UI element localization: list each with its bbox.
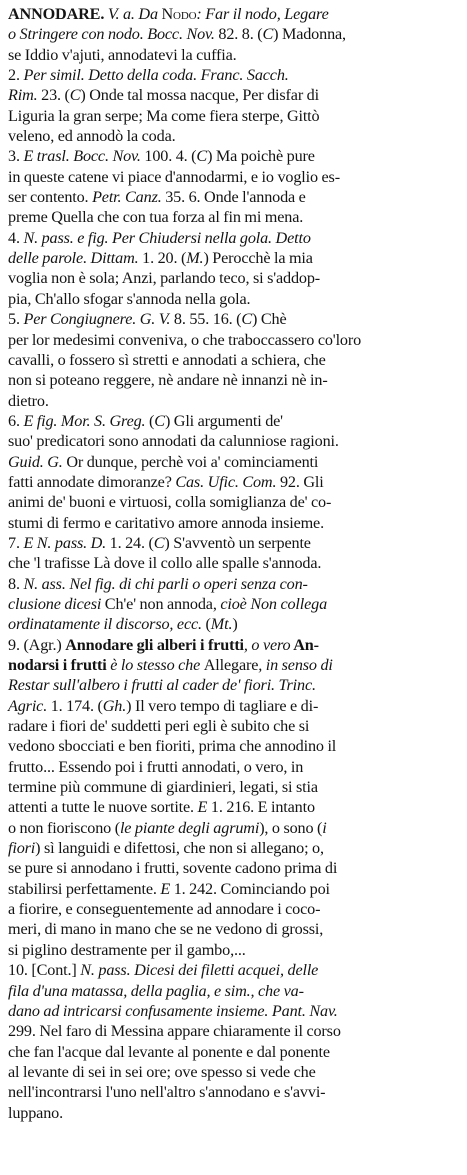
text-line	[8, 350, 459, 370]
text-run: in queste catene vi piace d'annodarmi, e io voglio es-	[8, 167, 340, 186]
text-run: cavalli, o fossero sì stretti e annodati a schiera, che	[8, 350, 326, 369]
text-run: , o vero	[243, 635, 291, 654]
text-line	[8, 492, 459, 512]
text-line	[8, 614, 459, 634]
text-line	[8, 655, 459, 675]
text-run: se Iddio v'ajuti, annodatevi la cuffia.	[8, 45, 237, 64]
text-run: C	[241, 310, 253, 329]
text-line	[8, 370, 459, 390]
text-line	[8, 838, 459, 858]
text-run: Nodo	[161, 5, 197, 23]
text-run: Rim.	[8, 86, 38, 105]
text-line	[8, 309, 459, 329]
text-run: animi de' buoni e virtuosi, colla somiglianza de' co-	[8, 493, 332, 512]
text-line	[8, 696, 459, 716]
text-run: C	[69, 86, 81, 105]
text-line	[8, 4, 459, 24]
text-line	[8, 981, 459, 1001]
sense-5	[8, 309, 459, 411]
text-run: Annodare gli alberi i frutti	[65, 635, 244, 654]
text-run: ) Onde tal mossa nacque, Per disfar di	[80, 86, 319, 105]
text-run: 4.	[8, 228, 24, 247]
text-line	[8, 716, 459, 736]
text-run: attenti a tutte le nuove sortite.	[8, 798, 198, 817]
text-run: voglia non è sola; Anzi, parlando teco, si s'addop-	[8, 269, 321, 288]
text-run: meri, di mano in mano che se ne vedono di grossi,	[8, 920, 324, 939]
text-run: suo' predicatori sono annodati da calunniose ragioni.	[8, 432, 339, 451]
text-run: le piante degli agrumi	[119, 818, 260, 837]
text-line	[8, 635, 459, 655]
text-run: ) Il vero tempo di tagliare e di-	[126, 696, 319, 715]
text-run: fatti annodate dimoranze?	[8, 472, 176, 491]
text-run: non si poteano reggere, nè andare nè innanzi nè in-	[8, 371, 328, 390]
text-run: 5.	[8, 310, 24, 329]
text-run: veleno, ed annodò la coda.	[8, 127, 176, 146]
text-run: Gh.	[102, 696, 127, 715]
text-run: 1. 24. (	[106, 533, 154, 552]
text-run: che fan l'acque dal levante al ponente e dal ponente	[8, 1042, 330, 1061]
text-line	[8, 167, 459, 187]
text-run: Ch'e' non annoda,	[101, 594, 221, 613]
text-run: stabilirsi perfettamente.	[8, 879, 161, 898]
sense-4	[8, 228, 459, 309]
text-run: nodarsi i frutti	[8, 656, 107, 674]
text-run: ) Ma poichè pure	[207, 147, 315, 166]
text-run: 92. Gli	[276, 472, 324, 491]
text-line	[8, 268, 459, 288]
text-run: se pure si annodano i frutti, sovente cadono prima di	[8, 859, 338, 878]
text-run: clusione dicesi	[8, 594, 102, 613]
text-run: Mt.	[210, 615, 233, 634]
text-run: 2.	[8, 66, 24, 85]
text-run: C	[154, 411, 165, 430]
text-run: nell'incontrarsi l'uno nell'altro s'annodano e s'avvi-	[8, 1083, 326, 1102]
text-run: Guid. G.	[8, 452, 63, 471]
text-run: N. pass. Dicesi dei filetti acquei, delle	[80, 961, 319, 980]
text-run: Non collega	[250, 594, 328, 613]
text-run: ) Perocchè la mia	[203, 249, 313, 268]
text-run: Per simil. Detto della coda. Franc. Sacch.	[23, 66, 289, 85]
text-line	[8, 187, 459, 207]
text-line	[8, 472, 459, 492]
text-line	[8, 289, 459, 309]
text-run: luppano.	[8, 1103, 63, 1122]
text-run: 6.	[8, 411, 24, 430]
text-run: Restar sull'albero i frutti al cader de' fiori. Trinc.	[8, 676, 316, 695]
text-run: ) Gli argumenti de'	[164, 411, 283, 430]
text-run: E	[197, 798, 208, 817]
text-run: 1. 242. Cominciando poi	[170, 879, 330, 898]
text-run: radare i fiori de' suddetti peri egli è subito che si	[8, 717, 310, 736]
text-run: N. pass. e fig. Per Chiudersi nella gola. Detto	[23, 228, 311, 247]
text-line	[8, 797, 459, 817]
text-line	[8, 919, 459, 939]
text-line	[8, 553, 459, 573]
text-run: Petr. Canz.	[92, 188, 162, 207]
text-run: o Stringere con nodo. Bocc. Nov.	[8, 25, 215, 44]
text-run: pia, Ch'allo sfogar s'annoda nella gola.	[8, 289, 251, 308]
sense-6	[8, 411, 459, 533]
text-run: cioè	[220, 594, 247, 613]
text-line	[8, 1042, 459, 1062]
text-run: fiori	[8, 839, 36, 858]
text-run: 8.	[8, 574, 24, 593]
text-line	[8, 45, 459, 65]
text-run: Agric.	[8, 696, 48, 715]
sense-10	[8, 960, 459, 1123]
text-line	[8, 1001, 459, 1021]
text-run: al levante di sei in sei ore; ove spesso si vede che	[8, 1062, 316, 1081]
text-line	[8, 736, 459, 756]
text-run: 23. (	[37, 86, 70, 105]
text-run: ) Chè	[252, 310, 287, 329]
text-run: N. ass. Nel fig. di chi parli o operi senza con-	[23, 574, 308, 593]
text-run: E	[160, 879, 171, 898]
text-line	[8, 960, 459, 980]
text-line	[8, 1062, 459, 1082]
text-line	[8, 513, 459, 533]
text-run: Cas. Ufic. Com.	[175, 472, 277, 491]
text-run: 3.	[8, 147, 24, 166]
text-run: ), o sono (	[259, 818, 323, 837]
text-line	[8, 228, 459, 248]
text-run: è lo stesso che	[106, 656, 204, 674]
text-run: 9. (Agr.)	[8, 635, 66, 654]
text-run: E N. pass. D.	[23, 533, 107, 552]
sense-2	[8, 65, 459, 146]
text-run: per lor medesimi conveniva, o che traboccassero co'loro	[8, 330, 362, 349]
text-run: che 'l trafisse Là dove il collo alle spalle s'annoda.	[8, 554, 322, 573]
text-line	[8, 106, 459, 126]
sense-7	[8, 533, 459, 574]
text-run: C	[262, 25, 274, 44]
text-run: ANNODARE.	[8, 5, 105, 23]
text-line	[8, 1021, 459, 1041]
sense-8	[8, 574, 459, 635]
text-line	[8, 207, 459, 227]
text-run: : Far il nodo, Legare	[196, 5, 329, 23]
text-run: o non fioriscono (	[8, 818, 120, 837]
text-line	[8, 879, 459, 899]
text-line	[8, 24, 459, 44]
text-line	[8, 85, 459, 105]
text-run: (	[145, 411, 155, 430]
text-run: M.	[186, 249, 204, 268]
text-run: 1. 174. (	[47, 696, 103, 715]
text-line	[8, 533, 459, 553]
text-line	[8, 675, 459, 695]
text-run: 299. Nel faro di Messina appare chiaramente il corso	[8, 1022, 341, 1041]
text-run: 100. 4. (	[140, 147, 197, 166]
text-line	[8, 431, 459, 451]
text-line	[8, 330, 459, 350]
text-run: 35. 6. Onde l'annoda e	[161, 188, 306, 207]
text-run: , in senso di	[258, 656, 333, 674]
text-line	[8, 940, 459, 960]
text-line	[8, 1082, 459, 1102]
text-line	[8, 777, 459, 797]
text-run: Liguria la gran serpe; Ma come fiera sterpe, Gittò	[8, 106, 320, 125]
text-line	[8, 452, 459, 472]
text-run: E trasl. Bocc. Nov.	[23, 147, 141, 166]
text-run: ordinatamente il discorso, ecc.	[8, 615, 202, 634]
text-line	[8, 248, 459, 268]
text-run: Or dunque, perchè voi a' cominciamenti	[62, 452, 319, 471]
text-run: V. a. Da	[104, 5, 162, 23]
text-run: ) sì languidi e difettosi, che non si allegano; o,	[35, 839, 324, 858]
text-run: preme Quella che con tua forza al fin mi mena.	[8, 208, 304, 227]
text-line	[8, 858, 459, 878]
text-line	[8, 146, 459, 166]
text-line	[8, 65, 459, 85]
text-run: i	[322, 818, 327, 837]
text-run: Per Congiugnere. G. V.	[23, 310, 171, 329]
text-line	[8, 411, 459, 431]
text-run: 82. 8. (	[214, 25, 263, 44]
text-run: fila d'una matassa, della paglia, e sim., che va-	[8, 981, 304, 1000]
sense-3	[8, 146, 459, 227]
text-line	[8, 818, 459, 838]
text-run: 7.	[8, 533, 24, 552]
text-run: )	[232, 615, 238, 634]
text-run: ) S'avventò un serpente	[164, 533, 311, 552]
text-run: An-	[290, 635, 319, 654]
text-run: C	[196, 147, 208, 166]
text-run: 1. 20. (	[138, 249, 187, 268]
text-run: a fiorire, e conseguentemente ad annodare i coco-	[8, 900, 321, 919]
text-run: stumi di fermo e caritativo amore annoda insieme.	[8, 513, 324, 532]
text-run: E fig. Mor. S. Greg.	[23, 411, 146, 430]
dictionary-entry-annodare	[8, 4, 459, 1123]
text-line	[8, 126, 459, 146]
text-run: frutto... Essendo poi i frutti annodati, o vero, in	[8, 757, 304, 776]
text-run: 8. 55. 16. (	[170, 310, 242, 329]
text-run: si piglino destramente per il gambo,...	[8, 940, 246, 959]
text-run: Allegare	[203, 656, 259, 674]
text-run: ) Madonna,	[273, 25, 346, 44]
text-line	[8, 594, 459, 614]
text-line	[8, 899, 459, 919]
text-run: C	[153, 533, 165, 552]
text-line	[8, 757, 459, 777]
text-line	[8, 1103, 459, 1123]
text-run: 10. [Cont.]	[8, 961, 81, 980]
text-run: ser contento.	[8, 188, 93, 207]
entry-definition	[8, 4, 459, 65]
text-run: termine più commune di giardinieri, legati, si stia	[8, 778, 318, 797]
text-run: (	[201, 615, 211, 634]
sense-9	[8, 635, 459, 961]
text-run: 1. 216. E intanto	[207, 798, 315, 817]
text-run: dietro.	[8, 391, 49, 410]
text-run: vedono sbocciati e ben fioriti, prima che annodino il	[8, 737, 337, 756]
text-run: delle parole. Dittam.	[8, 249, 139, 268]
text-line	[8, 574, 459, 594]
text-run: dano ad intricarsi confusamente insieme. Pant. Nav.	[8, 1001, 338, 1020]
text-line	[8, 391, 459, 411]
